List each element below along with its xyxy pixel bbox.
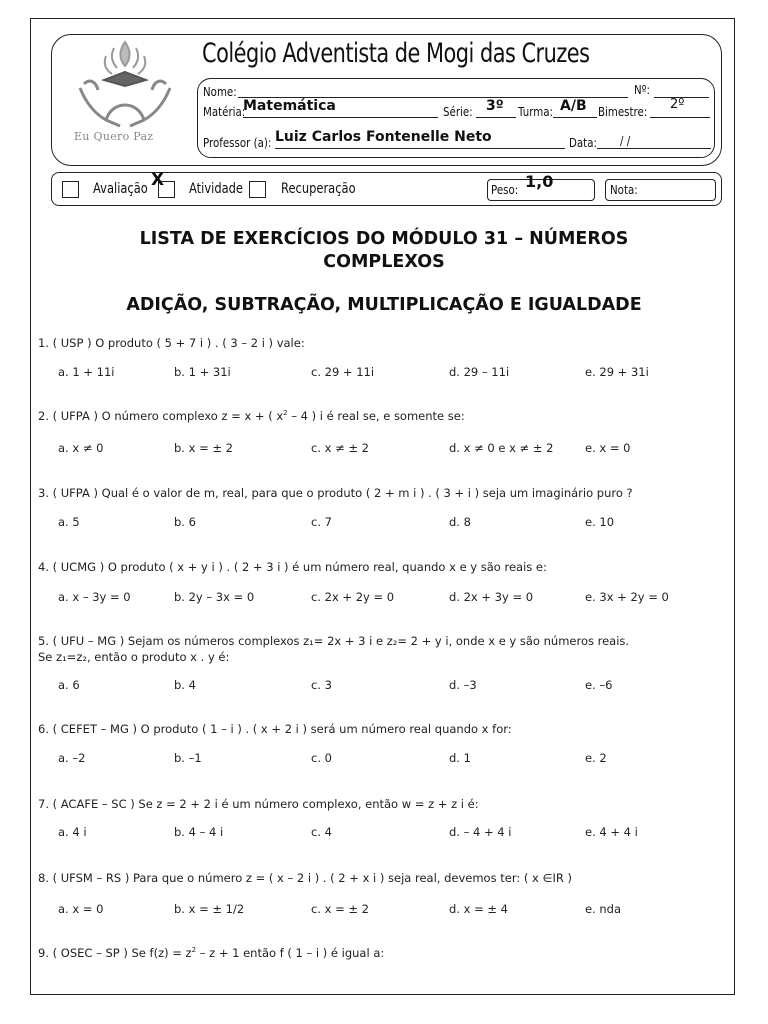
option-e[interactable]: e. nda	[585, 902, 622, 916]
question-5	[38, 633, 728, 665]
question-2-exponent: 2	[283, 409, 288, 418]
option-d[interactable]: d. 1	[449, 751, 471, 765]
class-line	[553, 117, 597, 118]
options-q5	[58, 678, 718, 694]
grade-box-label: Nota:	[610, 182, 638, 197]
option-b[interactable]: b. 4 – 4 i	[174, 825, 224, 839]
option-e[interactable]: e. 4 + 4 i	[585, 825, 638, 839]
checkbox-avaliacao[interactable]	[62, 181, 79, 198]
question-9	[38, 946, 384, 960]
page-title-line1: LISTA DE EXERCÍCIOS DO MÓDULO 31 – NÚMEROS	[139, 229, 629, 249]
option-d[interactable]: d. 2x + 3y = 0	[449, 590, 534, 604]
teacher-value: Luiz Carlos Fontenelle Neto	[275, 129, 492, 145]
option-c[interactable]: c. x ≠ ± 2	[311, 441, 369, 455]
check-mark-atividade: X	[151, 170, 165, 190]
question-9-text-pre: 9. ( OSEC – SP ) Se f(z) = z	[38, 946, 192, 960]
option-c[interactable]: c. 3	[311, 678, 332, 692]
option-a[interactable]: a. 6	[58, 678, 80, 692]
option-d[interactable]: d. 8	[449, 515, 471, 529]
options-q2	[58, 441, 718, 457]
options-q7	[58, 825, 718, 841]
question-9-exponent: 2	[191, 946, 197, 955]
term-value: 2º	[670, 97, 685, 112]
options-q4	[58, 590, 718, 606]
option-c[interactable]: c. 2x + 2y = 0	[311, 590, 395, 604]
question-5-line1: 5. ( UFU – MG ) Sejam os números complexos z₁= 2x + 3 i e z₂= 2 + y i, onde x e y são números reais.	[38, 634, 630, 648]
options-q6	[58, 751, 718, 767]
question-4: 4. ( UCMG ) O produto ( x + y i ) . ( 2 + 3 i ) é um número real, quando x e y são reais e:	[38, 560, 547, 574]
name-label: Nome:	[203, 84, 237, 99]
option-a[interactable]: a. x – 3y = 0	[58, 590, 131, 604]
school-name: Colégio Adventista de Mogi das Cruzes	[202, 38, 590, 69]
date-label: Data:	[569, 135, 597, 150]
question-2-text-post: – 4 ) i é real se, e somente se:	[287, 409, 465, 423]
subject-label: Matéria:	[203, 104, 246, 119]
option-e[interactable]: e. 2	[585, 751, 607, 765]
question-8: 8. ( UFSM – RS ) Para que o número z = ( x – 2 i ) . ( 2 + x i ) seja real, devemos ter: ( x ∈IR )	[38, 871, 573, 885]
option-b[interactable]: b. 6	[174, 515, 196, 529]
option-d[interactable]: d. 29 – 11i	[449, 365, 510, 379]
options-q3	[58, 515, 718, 531]
option-e[interactable]: e. 29 + 31i	[585, 365, 649, 379]
option-a[interactable]: a. 1 + 11i	[58, 365, 115, 379]
weight-value: 1,0	[525, 172, 554, 191]
option-a[interactable]: a. 5	[58, 515, 80, 529]
section-subtitle: ADIÇÃO, SUBTRAÇÃO, MULTIPLICAÇÃO E IGUALDADE	[126, 295, 642, 315]
question-1: 1. ( USP ) O produto ( 5 + 7 i ) . ( 3 – 2 i ) vale:	[38, 336, 305, 350]
question-2-text-pre: 2. ( UFPA ) O número complexo z = x + ( x	[38, 409, 284, 423]
logo-text: Eu Quero Paz	[74, 130, 154, 143]
option-b[interactable]: b. x = ± 1/2	[174, 902, 245, 916]
option-d[interactable]: d. –3	[449, 678, 477, 692]
question-9-text-post: – z + 1 então f ( 1 – i ) é igual a:	[196, 946, 385, 960]
option-e[interactable]: e. –6	[585, 678, 613, 692]
class-value: A/B	[560, 98, 587, 114]
grade-line	[476, 117, 516, 118]
question-2	[38, 409, 465, 423]
page-title-line2: COMPLEXOS	[323, 252, 445, 272]
subject-line	[243, 117, 438, 118]
option-c[interactable]: c. x = ± 2	[311, 902, 369, 916]
checkbox-recuperacao[interactable]	[249, 181, 266, 198]
option-b[interactable]: b. 1 + 31i	[174, 365, 231, 379]
teacher-line	[275, 148, 565, 149]
question-3: 3. ( UFPA ) Qual é o valor de m, real, para que o produto ( 2 + m i ) . ( 3 + i ) seja um imaginário puro ?	[38, 486, 633, 500]
number-label: Nº:	[634, 82, 650, 97]
weight-label: Peso:	[491, 182, 519, 197]
option-a[interactable]: a. x ≠ 0	[58, 441, 104, 455]
option-e[interactable]: e. 10	[585, 515, 615, 529]
option-d[interactable]: d. x = ± 4	[449, 902, 508, 916]
option-d[interactable]: d. – 4 + 4 i	[449, 825, 512, 839]
option-label-recuperacao: Recuperação	[281, 181, 356, 197]
term-label: Bimestre:	[598, 104, 648, 119]
grade-value: 3º	[486, 98, 504, 114]
option-d[interactable]: d. x ≠ 0 e x ≠ ± 2	[449, 441, 554, 455]
option-c[interactable]: c. 7	[311, 515, 332, 529]
grade-label: Série:	[443, 104, 473, 119]
options-q1	[58, 365, 718, 381]
option-e[interactable]: e. x = 0	[585, 441, 631, 455]
option-b[interactable]: b. 4	[174, 678, 196, 692]
date-slashes: / /	[620, 133, 631, 148]
option-c[interactable]: c. 4	[311, 825, 332, 839]
class-label: Turma:	[518, 104, 553, 119]
subject-value: Matemática	[243, 98, 336, 114]
option-label-atividade: Atividade	[189, 181, 244, 197]
option-label-avaliacao: Avaliação	[93, 181, 148, 197]
teacher-label: Professor (a):	[203, 135, 272, 150]
date-field[interactable]	[597, 148, 711, 149]
option-b[interactable]: b. –1	[174, 751, 202, 765]
term-line	[650, 117, 710, 118]
option-b[interactable]: b. x = ± 2	[174, 441, 233, 455]
option-a[interactable]: a. x = 0	[58, 902, 104, 916]
option-c[interactable]: c. 29 + 11i	[311, 365, 375, 379]
option-a[interactable]: a. 4 i	[58, 825, 87, 839]
question-5-line2: Se z₁=z₂, então o produto x . y é:	[38, 650, 230, 664]
option-b[interactable]: b. 2y – 3x = 0	[174, 590, 255, 604]
question-6: 6. ( CEFET – MG ) O produto ( 1 – i ) . ( x + 2 i ) será um número real quando x for:	[38, 722, 512, 736]
options-q8	[58, 902, 718, 918]
option-c[interactable]: c. 0	[311, 751, 332, 765]
option-a[interactable]: a. –2	[58, 751, 86, 765]
question-7: 7. ( ACAFE – SC ) Se z = 2 + 2 i é um número complexo, então w = z + z i é:	[38, 797, 479, 811]
option-e[interactable]: e. 3x + 2y = 0	[585, 590, 669, 604]
